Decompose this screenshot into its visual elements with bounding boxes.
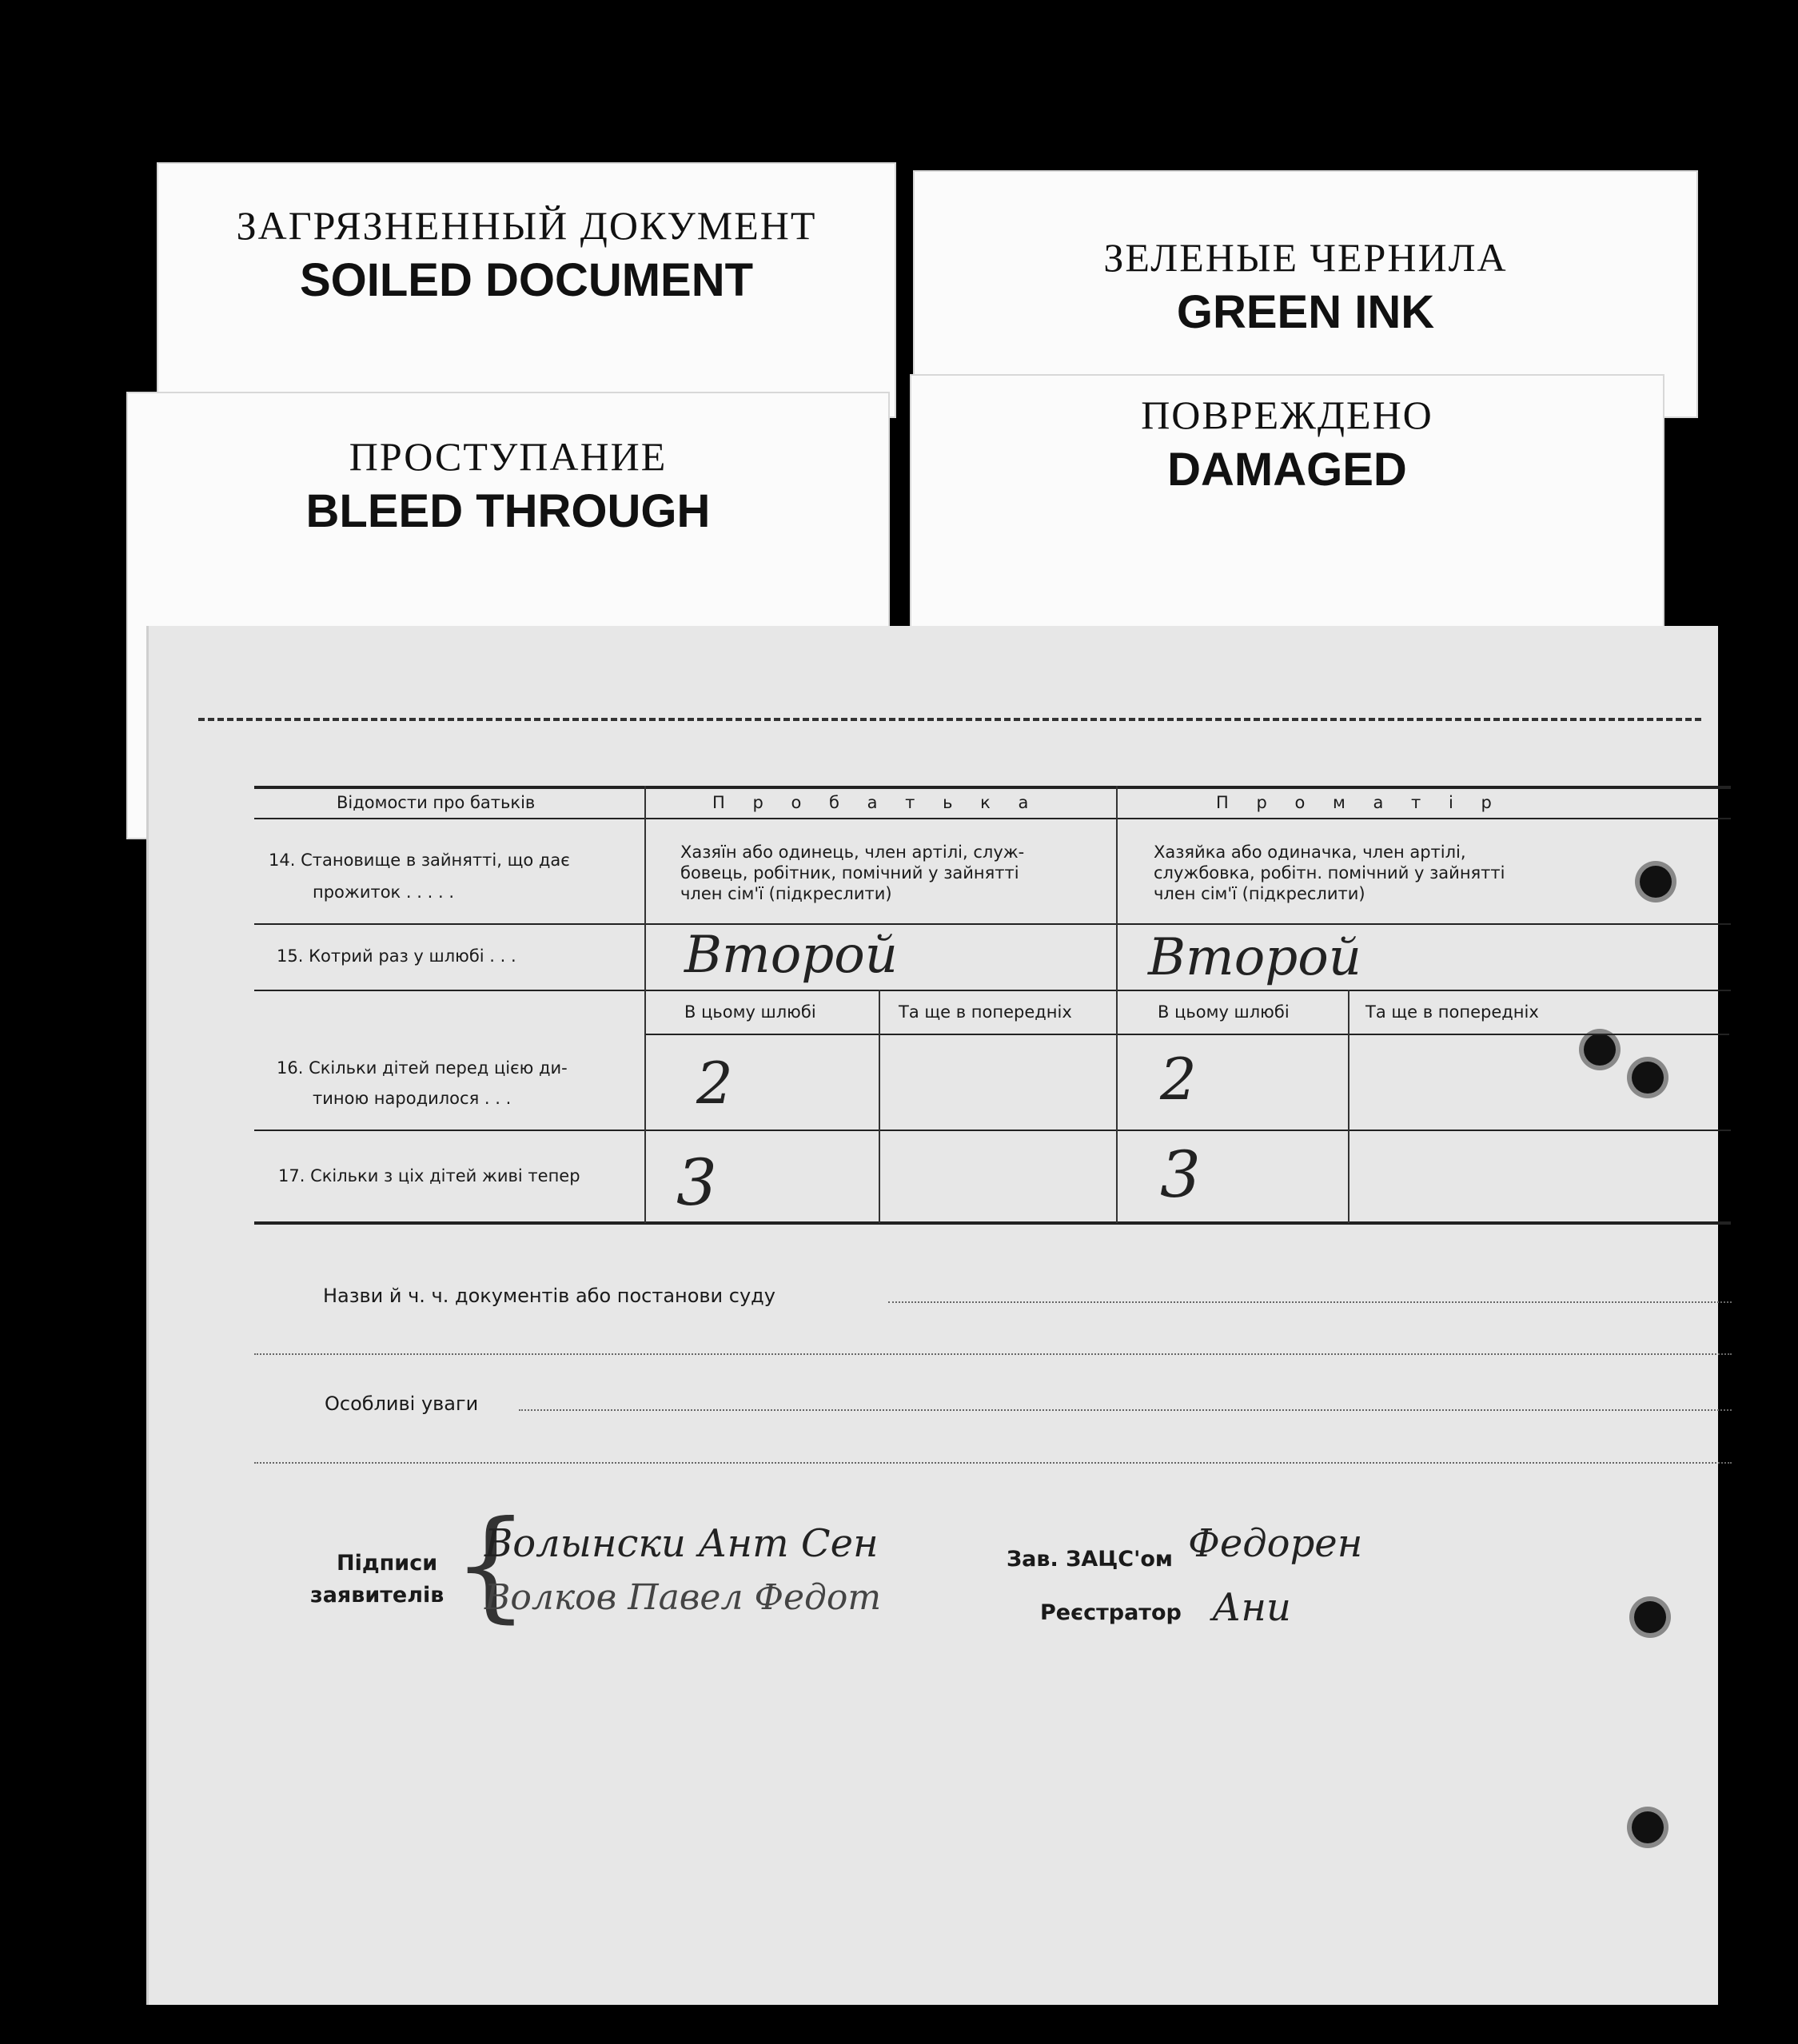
label-bleed-ru: ПРОСТУПАНИЕ [349, 434, 668, 479]
label-card-damaged [910, 374, 1664, 646]
punch-hole [1632, 1062, 1664, 1094]
header-mother: П р о м а т і р [1216, 793, 1503, 812]
label-soiled-en: SOILED DOCUMENT [299, 254, 754, 306]
row15-father-value: Второй [684, 926, 898, 985]
label-green-en: GREEN INK [1176, 286, 1435, 338]
row16-label-line2: тиною народилося . . . [313, 1089, 512, 1108]
signatures-label-line2: заявителів [310, 1583, 445, 1608]
head-signature: Федорен [1188, 1521, 1363, 1566]
documents-label: Назви й ч. ч. документів або постанови суду [323, 1285, 775, 1307]
subheader-mother-previous: Та ще в попередніх [1365, 1002, 1539, 1022]
row15-label: 15. Котрий раз у шлюбі . . . [277, 946, 516, 966]
row16-label-line1: 16. Скільки дітей перед цією ди- [277, 1058, 568, 1078]
header-father: П р о б а т ь к а [712, 793, 1040, 812]
punch-hole [1640, 866, 1672, 898]
row14-father-line3: член сім'ї (підкреслити) [680, 884, 892, 903]
table-row14-rule [254, 923, 1731, 925]
row14-label-line1: 14. Становище в зайнятті, що дає [269, 851, 570, 870]
row17-label: 17. Скільки з ціх дітей живі тепер [278, 1166, 580, 1185]
row14-father-line2: бовець, робітник, помічний у зайнятті [680, 863, 1019, 883]
remarks-label: Особливі уваги [325, 1393, 479, 1415]
subheader-mother-this: В цьому шлюбі [1158, 1002, 1290, 1022]
table-col-divider [879, 990, 880, 1223]
table-top-rule [254, 786, 1731, 789]
row14-mother-line3: член сім'ї (підкреслити) [1154, 884, 1365, 903]
table-row16-rule [254, 1130, 1731, 1131]
row16-father-value: 2 [696, 1050, 733, 1117]
label-bleed-en: BLEED THROUGH [305, 485, 711, 537]
label-soiled-ru: ЗАГРЯЗНЕННЫЙ ДОКУМЕНТ [236, 203, 817, 248]
label-card-soiled-document [157, 162, 896, 418]
remarks-line-2 [254, 1462, 1732, 1464]
table-subheader-rule [644, 1034, 1729, 1035]
punch-hole [1584, 1034, 1616, 1066]
row14-father-line1: Хазяїн або одинець, член артілі, служ- [680, 843, 1025, 862]
label-damaged-ru: ПОВРЕЖДЕНО [1141, 392, 1433, 437]
punch-hole [1634, 1601, 1666, 1633]
registrar-signature: Ани [1212, 1585, 1291, 1630]
form-sheet [146, 626, 1718, 2005]
subheader-father-this: В цьому шлюбі [684, 1002, 816, 1022]
row17-mother-value: 3 [1160, 1138, 1201, 1212]
row14-mother-line1: Хазяйка або одиначка, член артілі, [1154, 843, 1466, 862]
table-bottom-rule [254, 1221, 1731, 1225]
registrar-label: Реєстратор [1040, 1600, 1182, 1625]
row14-mother-line2: службовка, робітн. помічний у зайнятті [1154, 863, 1505, 883]
signatures-brace: { [452, 1496, 529, 1635]
subheader-father-previous: Та ще в попередніх [899, 1002, 1072, 1022]
row17-father-value: 3 [676, 1146, 717, 1220]
row15-mother-value: Второй [1148, 928, 1361, 987]
documents-line-2 [254, 1353, 1732, 1355]
remarks-line [519, 1409, 1732, 1411]
signature-2: Волков Павел Федот [484, 1577, 882, 1618]
label-green-ru: ЗЕЛЕНЫЕ ЧЕРНИЛА [1103, 235, 1508, 280]
signatures-label-line1: Підписи [337, 1551, 438, 1576]
label-damaged-en: DAMAGED [1167, 444, 1407, 496]
signature-1: Волынски Ант Сен [484, 1521, 879, 1566]
table-col-divider [1116, 786, 1118, 1223]
table-col-divider [1348, 990, 1349, 1223]
row16-mother-value: 2 [1160, 1046, 1197, 1113]
table-header-rule [254, 818, 1731, 819]
table-row15-rule [254, 990, 1731, 991]
head-label: Зав. ЗАЦС'ом [1007, 1547, 1173, 1572]
row14-label-line2: прожиток . . . . . [313, 883, 454, 902]
header-col0: Відомости про батьків [337, 793, 536, 812]
documents-line [888, 1301, 1732, 1303]
table-col-divider [644, 786, 646, 1223]
perforation-line [198, 718, 1701, 721]
punch-hole [1632, 1811, 1664, 1843]
